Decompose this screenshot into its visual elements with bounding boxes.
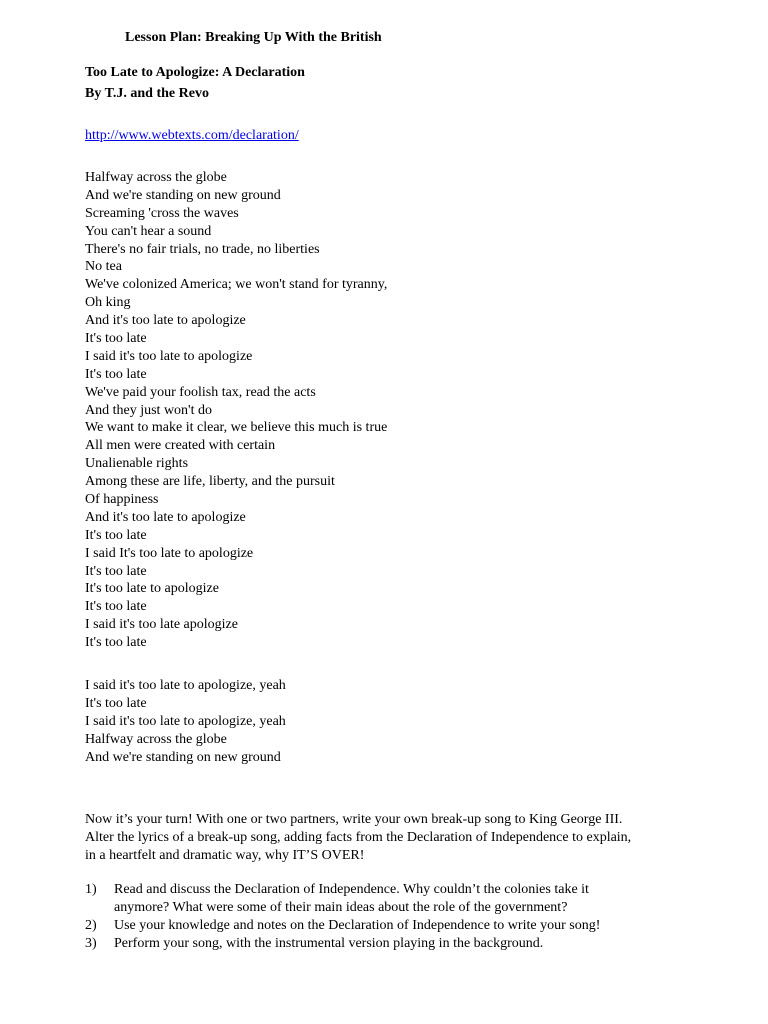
lyric-line: Among these are life, liberty, and the pursuit — [85, 474, 335, 490]
lyric-line: I said it's too late to apologize — [85, 348, 253, 364]
instructions-paragraph — [85, 811, 631, 865]
step-number: 2) — [85, 918, 97, 933]
lyrics-list — [85, 169, 387, 652]
lyric-line: We've colonized America; we won't stand for tyranny, — [85, 277, 388, 293]
lyric-line: It's too late — [85, 599, 147, 615]
lyric-line: And we're standing on new ground — [85, 749, 281, 765]
step-line: Perform your song, with the instrumental version playing in the background. — [114, 936, 544, 951]
lyric-line: Halfway across the globe — [85, 731, 227, 747]
lyric-line: There's no fair trials, no trade, no liberties — [85, 241, 320, 257]
song-author: By T.J. and the Revo — [85, 86, 209, 101]
lyric-line: We want to make it clear, we believe this much is true — [85, 420, 388, 436]
lyric-line: We've paid your foolish tax, read the acts — [85, 384, 316, 400]
lyric-line: It's too late to apologize — [85, 581, 219, 597]
lyric-line: Halfway across the globe — [85, 170, 227, 185]
step-item — [85, 935, 705, 953]
instruction-line: in a heartfelt and dramatic way, why IT’S OVER! — [85, 848, 365, 863]
step-line: Use your knowledge and notes on the Declaration of Independence to write your song! — [114, 918, 601, 933]
lyric-line: I said it's too late to apologize, yeah — [85, 713, 286, 729]
lyric-line: It's too late — [85, 331, 147, 347]
step-number: 3) — [85, 936, 97, 951]
lyric-line: I said it's too late apologize — [85, 617, 238, 633]
step-line: Read and discuss the Declaration of Independence. Why couldn’t the colonies take it — [114, 882, 589, 897]
lyric-line: Unalienable rights — [85, 456, 189, 472]
step-number: 1) — [85, 882, 97, 897]
step-text — [114, 935, 705, 953]
lyric-line: It's too late — [85, 635, 147, 651]
instruction-line: Alter the lyrics of a break-up song, adding facts from the Declaration of Independence to explain, — [85, 830, 632, 845]
step-text — [114, 881, 705, 917]
step-item — [85, 881, 705, 917]
lyric-line: Oh king — [85, 295, 131, 311]
lyric-line: It's too late — [85, 527, 147, 543]
lyric-line: I said It's too late to apologize — [85, 545, 254, 561]
instruction-line: Now it’s your turn! With one or two partners, write your own break-up song to King George III. — [85, 812, 623, 827]
lyric-line: And it's too late to apologize — [85, 313, 246, 329]
lyric-line: Screaming 'cross the waves — [85, 205, 239, 221]
step-item — [85, 917, 705, 935]
lyric-line: It's too late — [85, 563, 147, 579]
step-text — [114, 917, 705, 935]
lyrics-outro-list — [85, 677, 286, 766]
steps-list — [85, 881, 705, 953]
lyric-line: It's too late — [85, 366, 147, 382]
step-line: anymore? What were some of their main ideas about the role of the government? — [114, 900, 568, 915]
lyric-line: Of happiness — [85, 492, 159, 508]
lyric-line: You can't hear a sound — [85, 223, 212, 239]
lyric-line: I said it's too late to apologize, yeah — [85, 678, 286, 693]
lyric-line: And we're standing on new ground — [85, 187, 281, 203]
lyric-line: And they just won't do — [85, 402, 212, 418]
lesson-title: Lesson Plan: Breaking Up With the British — [125, 30, 382, 45]
lyric-line: And it's too late to apologize — [85, 509, 246, 525]
lyric-line: No tea — [85, 259, 122, 275]
declaration-link[interactable]: http://www.webtexts.com/declaration/ — [85, 128, 299, 143]
song-title: Too Late to Apologize: A Declaration — [85, 65, 305, 80]
lyric-line: It's too late — [85, 695, 147, 711]
lyric-line: All men were created with certain — [85, 438, 276, 454]
